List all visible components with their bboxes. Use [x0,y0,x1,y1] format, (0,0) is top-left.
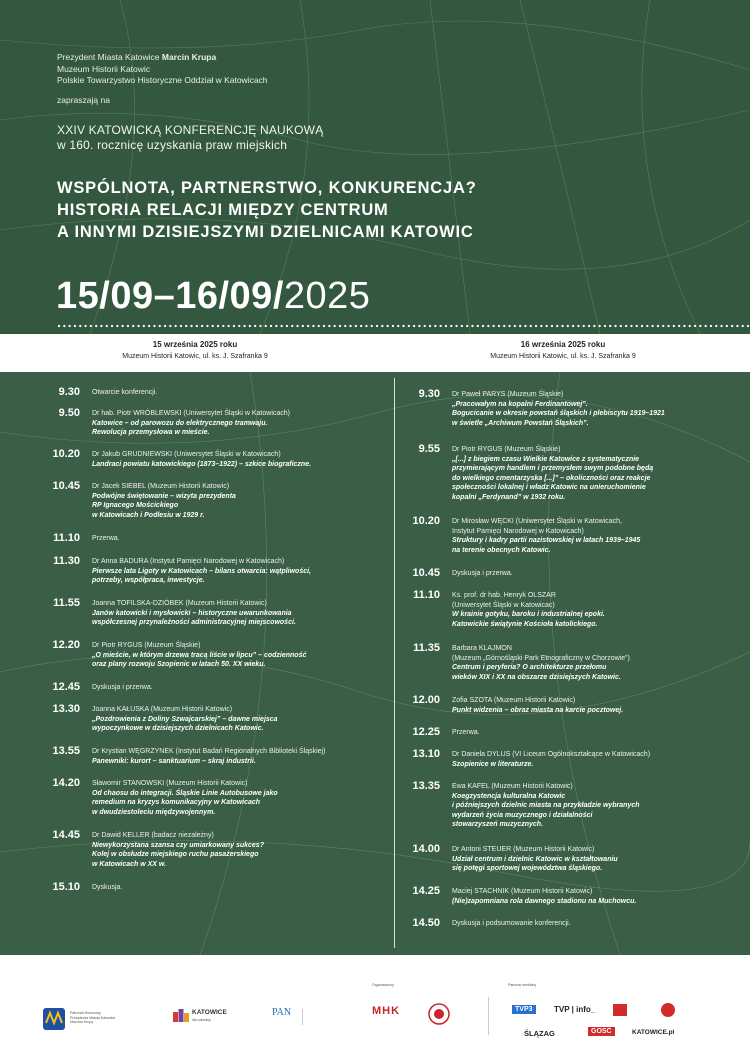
session-time: 14.20 [52,777,80,789]
headline-line-2: HISTORIA RELACJI MIĘDZY CENTRUM [57,201,389,219]
session-time: 14.00 [412,843,440,855]
day-date: 16 września 2025 roku [520,340,606,349]
session-text [452,782,640,830]
tvp-info-logo: TVP | info_ [554,1005,596,1014]
session-title: „[...] z biegiem czasu Wielkie Katowice z systematycznie przymierającym handlem i przemysłem swym podobne będą do wielkiego cmentarzyska [...]” – okoliczności oraz reakcje społeczności lokalnej i władz Katowic na unieruchomienie kopalni „Ferdynand” w 1932 roku. [452,455,654,501]
session-title: (Nie)zapomniana rola dawnego stadionu na Muchowcu. [452,897,637,905]
session-speaker: Dr Anna BADURA (Instytut Pamięci Narodowej w Katowicach) [92,558,285,565]
session-text [92,482,236,520]
session-speaker: Barbara KLAJMON (Muzeum „Górnośląski Park Etnograficzny w Chorzowie”) [452,645,630,662]
session-text [452,644,630,682]
session-text [92,388,157,398]
session-speaker: Sławomir STANOWSKI (Muzeum Historii Katowic) [92,780,248,787]
session-title: Pierwsze lata Ligoty w Katowicach – bilans otwarcia: wątpliwości, potrzeby, współpraca, inwestycje. [92,567,312,584]
session-time: 11.10 [53,532,80,544]
session-title: Punkt widzenia – obraz miasta na karcie pocztowej. [452,706,624,714]
organizer-line: Polskie Towarzystwo Historyczne Oddział w Katowicach [57,75,268,85]
session-time: 13.10 [412,748,440,760]
session-speaker: Joanna TOFILSKA-DZIÓBEK (Muzeum Historii Katowic) [92,600,267,607]
mhk-logo: MHK [372,1005,401,1017]
session-speaker: Dr Piotr RYGUS (Muzeum Śląskie) [92,642,201,649]
invite-text: zapraszają na [57,95,110,105]
katowice-media-logo: KATOWICE.pl [632,1029,675,1036]
session-time: 13.55 [52,745,80,757]
session-speaker: Dr Jakub GRUDNIEWSKI (Uniwersytet Śląski w Katowicach) [92,451,281,458]
session-time: 11.30 [53,555,80,567]
program [0,372,750,955]
session-time: 9.50 [58,407,80,419]
session-speaker: Ks. prof. dr hab. Henryk OLSZAR (Uniwersytet Śląski w Katowicac) [452,592,556,609]
session-speaker: Dyskusja. [92,884,123,891]
session-speaker: Dyskusja i podsumowanie konferencji. [452,920,571,927]
headline-line-3: A INNYMI DZISIEJSZYMI DZIELNICAMI KATOWIC [57,223,474,241]
session-time: 12.25 [412,726,440,738]
media-label: Patronat medialny [508,983,537,987]
session-text [452,591,605,629]
day-date: 15 września 2025 roku [152,340,238,349]
session-time: 13.30 [52,703,80,715]
session-text [92,883,122,893]
headline [57,177,477,243]
session-time: 12.20 [52,639,80,651]
headline-line-1: WSPÓLNOTA, PARTNERSTWO, KONKURENCJA? [57,179,477,197]
conference-line-1: XXIV KATOWICKĄ KONFERENCJĘ NAUKOWĄ [57,123,324,137]
session-speaker: Dyskusja i przerwa. [92,684,153,691]
session-time: 12.45 [52,681,80,693]
session-time: 10.45 [52,480,80,492]
session-title: Janów katowicki i mysłowicki – historyczne uwarunkowania współczesnej przynależności administracyjnej miejscowości. [92,609,296,626]
session-time: 9.55 [418,443,440,455]
session-text [92,557,311,586]
session-title: Panewniki: kurort – sanktuarium – skraj industrii. [92,757,256,765]
session-time: 11.55 [53,597,80,609]
event-dates [56,275,370,317]
session-text [452,887,636,906]
session-title: W krainie gotyku, baroku i industrialnej epoki. Katowickie świątynie Kościoła katolickiego. [452,611,605,628]
conference-line-2: w 160. rocznicę uzyskania praw miejskich [57,138,288,152]
dates-year: 2025 [283,275,371,317]
session-text [452,517,640,555]
organizers [57,52,268,87]
session-title: „Pracowałym na kopalni Ferdinantowej”. Bogucicanie w okresie powstań śląskich i plebiscytu 1919–1921 w świetle „Archiwum Powstań Śląskich”. [452,400,665,427]
session-time: 9.30 [58,386,80,398]
session-time: 10.45 [412,567,440,579]
poster-header [0,0,750,334]
session-text [92,779,278,817]
session-text [92,641,306,670]
day-headers [0,334,750,372]
session-speaker: Dr Piotr RYGUS (Muzeum Śląskie) [452,446,561,453]
session-speaker: Joanna KAŁUSKA (Muzeum Historii Katowic) [92,706,233,713]
session-time: 14.50 [412,917,440,929]
organizer-line: Muzeum Historii Katowic [57,63,151,74]
session-time: 9.30 [418,388,440,400]
session-text [452,845,618,874]
session-speaker: Zofia SZOTA (Muzeum Historii Katowic) [452,697,576,704]
session-text [92,831,264,869]
session-speaker: Dr Daniela DYLUS (VI Liceum Ogólnokształcące w Katowicach) [452,751,651,758]
session-speaker: Dr Antoni STEUER (Muzeum Historii Katowic) [452,846,595,853]
footer-separator [488,997,489,1035]
dotted-divider [58,324,750,328]
session-title: Podwójne świętowanie – wizyta prezydenta RP Ignacego Mościckiego w Katowicach i Podlesiu w 1929 r. [92,492,236,519]
session-text [452,750,650,769]
slazag-logo: ŚLĄZAG [524,1029,555,1038]
session-text [92,450,311,469]
session-title: Struktury i kadry partii nazistowskiej w latach 1939–1945 na terenie obecnych Katowic. [452,537,641,554]
session-speaker: Otwarcie konferencji. [92,389,158,396]
session-speaker: Ewa KAFEL (Muzeum Historii Katowic) [452,783,573,790]
conference-title [57,123,323,153]
day-header-1 [90,340,300,360]
session-text [452,728,480,738]
session-speaker: Dr Dawid KELLER (badacz niezależny) [92,832,214,839]
footer-separator [302,1009,303,1025]
session-text [92,599,296,628]
pth-logo-icon [428,1003,450,1025]
organizer-line: Prezydent Miasta Katowice Marcin Krupa [57,52,217,62]
session-speaker: Przerwa. [92,535,120,542]
session-text [92,534,120,544]
session-title: Katowice – od parowozu do elektrycznego tramwaju. Rewolucja przemysłowa w mieście. [92,419,268,436]
session-speaker: Dr Krystian WĘGRZYNEK (Instytut Badań Regionalnych Biblioteki Śląskiej) [92,748,326,755]
session-speaker: Przerwa. [452,729,480,736]
session-time: 12.00 [412,694,440,706]
rm-logo-icon [660,1001,676,1019]
session-speaker: Dr hab. Piotr WRÓBLEWSKI (Uniwersytet Śląski w Katowicach) [92,410,290,417]
session-title: Koegzystencja kulturalna Katowic i późniejszych dzielnic miasta na przykładzie wybranych wydarzeń życia muzycznego i działalności stowarzyszeń muzycznych. [452,792,640,828]
session-speaker: Dr Jacek SIEBEL (Muzeum Historii Katowic) [92,483,230,490]
session-text [452,445,653,502]
session-time: 13.35 [412,780,440,792]
katowice-brand-icon [172,1007,190,1025]
session-title: „O mieście, w którym drzewa tracą liście w lipcu” – codzienność oraz plany rozwoju Szopienic w latach 50. XX wieku. [92,651,307,668]
session-text [92,409,290,438]
session-title: Niewykorzystana szansa czy umiarkowany sukces? Kolej w obsłudze miejskiego ruchu pasażerskiego w Katowicach w XX w. [92,841,264,868]
session-time: 10.20 [52,448,80,460]
pan-logo: PAN [272,1007,292,1018]
session-title: „Pozdrowienia z Doliny Szwajcarskiej” – dawne miejsca wypoczynkowe w dzisiejszych dzielnicach Katowic. [92,715,278,732]
day-header-2 [458,340,668,360]
session-time: 15.10 [52,881,80,893]
day-place: Muzeum Historii Katowic, ul. ks. J. Szafranka 9 [122,353,268,360]
session-text [452,390,665,428]
session-text [92,705,278,734]
session-text [452,569,513,579]
session-time: 14.25 [412,885,440,897]
session-speaker: Dr Mirosław WĘCKI (Uniwersytet Śląski w Katowicach, Instytut Pamięci Narodowej w Katowicach) [452,518,622,535]
session-speaker: Dyskusja i przerwa. [452,570,513,577]
radio-katowice-icon [612,1003,628,1017]
katowice-logo-sub: dla odmiany [192,1018,211,1022]
session-time: 11.35 [413,642,440,654]
footer-logos [0,955,750,1060]
column-divider [394,378,395,948]
session-title: Szopienice w literaturze. [452,760,534,768]
session-text [452,696,623,715]
tvp3-logo: TVP3 [512,1005,536,1014]
session-speaker: Dr Paweł PARYS (Muzeum Śląskie) [452,391,564,398]
dates-bold: 15/09–16/09/ [56,275,284,317]
day-place: Muzeum Historii Katowic, ul. ks. J. Szafranka 9 [490,353,636,360]
session-time: 10.20 [412,515,440,527]
session-title: Centrum i peryferia? O architekturze przełomu wieków XIX i XX na obszarze dzisiejszych Katowic. [452,664,621,681]
katowice-logo-text: KATOWICE [192,1009,227,1016]
session-text [92,747,325,766]
katowice-coat-of-arms-icon [42,1007,66,1031]
session-title: Od chaosu do integracji. Śląskie Linie Autobusowe jako remedium na kryzys komunikacyjny w Katowicach w dwudziestoleciu międzywojennym. [92,789,278,816]
session-title: Udział centrum i dzielnic Katowic w kształtowaniu się potęgi sportowej województwa śląskiego. [452,855,618,872]
gosc-logo: GOŚĆ [588,1027,615,1036]
session-speaker: Maciej STACHNIK (Muzeum Historii Katowic) [452,888,593,895]
patron-text: Patronat Honorowy Prezydenta Miasta Katowice Marcina Krupy [70,1011,116,1024]
session-text [452,919,571,929]
session-time: 11.10 [413,589,440,601]
partners-label: Organizatorzy [372,983,394,987]
session-time: 14.45 [52,829,80,841]
session-text [92,683,153,693]
session-title: Landraci powiatu katowickiego (1873–1922) – szkice biograficzne. [92,460,312,468]
